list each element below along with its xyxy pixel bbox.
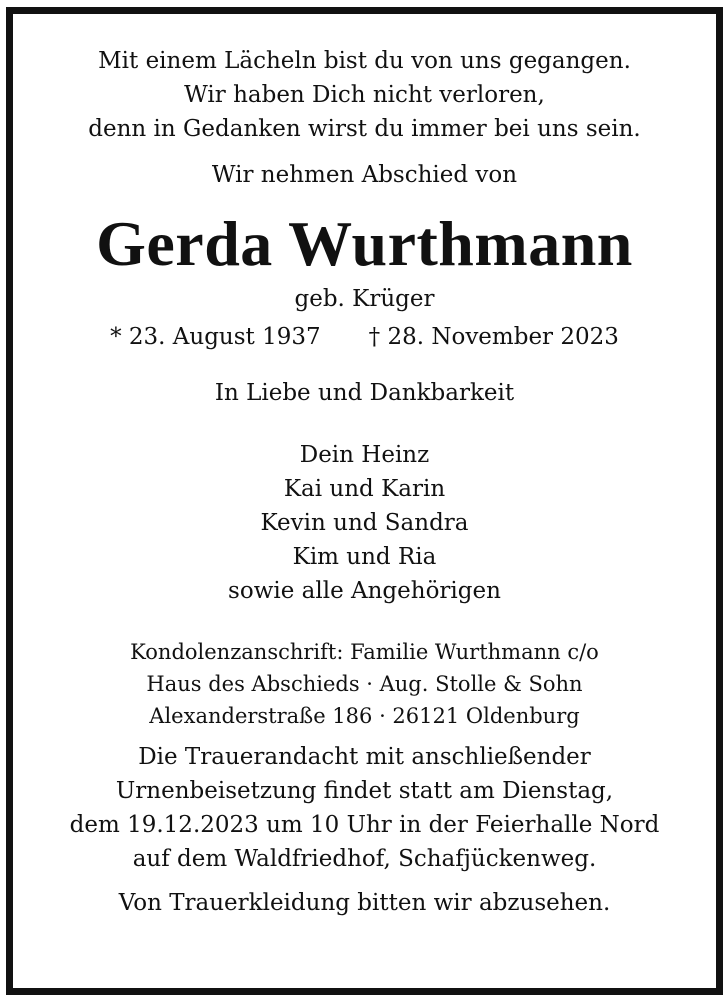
- address-line: Alexanderstraße 186 · 26121 Oldenburg: [149, 704, 580, 728]
- ceremony-line: auf dem Waldfriedhof, Schafjückenweg.: [132, 846, 597, 872]
- ceremony-info: [13, 740, 716, 876]
- maiden-name: geb. Krüger: [294, 286, 435, 312]
- death-date: † 28. November 2023: [368, 324, 619, 350]
- birth-date: * 23. August 1937: [110, 324, 321, 350]
- deceased-name: Gerda Wurthmann: [96, 208, 633, 279]
- address-line: Haus des Abschieds · Aug. Stolle & Sohn: [146, 672, 583, 696]
- poem-line: Mit einem Lächeln bist du von uns gegangen.: [98, 48, 631, 74]
- life-dates: [13, 320, 716, 354]
- mourner-name: Kevin und Sandra: [260, 510, 469, 536]
- poem-block: [13, 44, 716, 146]
- address-line: Kondolenzanschrift: Familie Wurthmann c/o: [130, 640, 599, 664]
- closing-note: Von Trauerkleidung bitten wir abzusehen.: [118, 890, 611, 916]
- mourners-list: [13, 438, 716, 608]
- ceremony-line: Die Trauerandacht mit anschließender: [138, 744, 591, 770]
- poem-line: Wir haben Dich nicht verloren,: [184, 82, 545, 108]
- mourner-name: sowie alle Angehörigen: [228, 578, 501, 604]
- mourner-name: Kim und Ria: [292, 544, 437, 570]
- mourner-name: Dein Heinz: [299, 442, 430, 468]
- dedication-line: In Liebe und Dankbarkeit: [214, 380, 515, 406]
- obituary-frame: [6, 7, 723, 995]
- condolence-address: [13, 636, 716, 732]
- ceremony-line: Urnenbeisetzung findet statt am Dienstag,: [115, 778, 614, 804]
- obituary-content: [13, 14, 716, 920]
- farewell-intro: Wir nehmen Abschied von: [211, 162, 518, 188]
- ceremony-line: dem 19.12.2023 um 10 Uhr in der Feierhalle Nord: [69, 812, 660, 838]
- mourner-name: Kai und Karin: [283, 476, 446, 502]
- poem-line: denn in Gedanken wirst du immer bei uns sein.: [88, 116, 641, 142]
